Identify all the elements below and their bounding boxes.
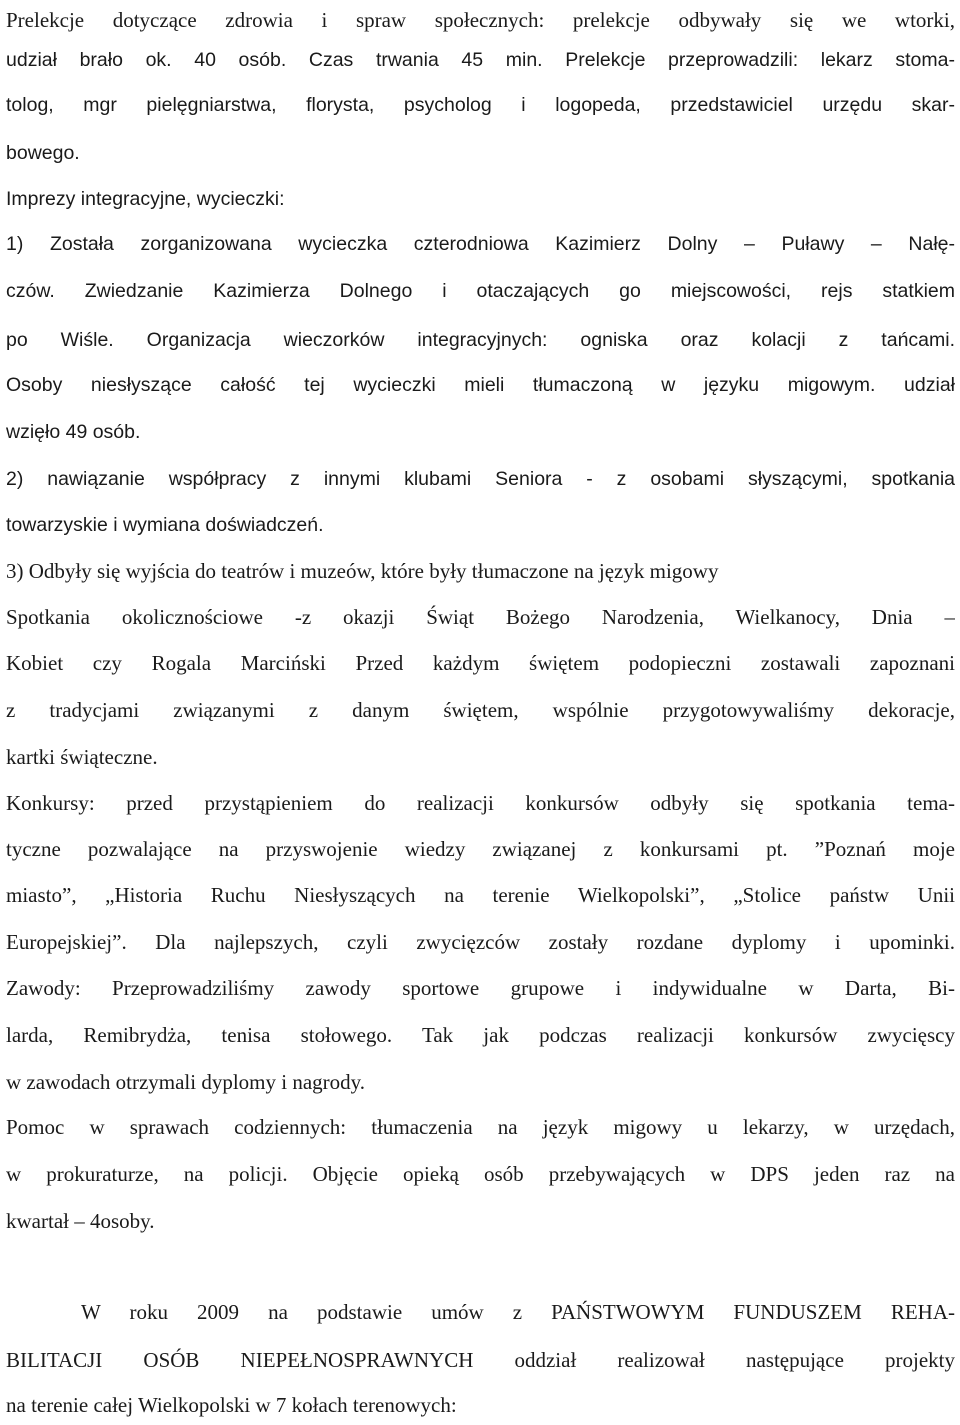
text-line: Spotkania okolicznościowe -z okazji Świąt Bożego Narodzenia, Wielkanocy, Dnia – — [6, 605, 955, 629]
text-line: z tradycjami związanymi z danym świętem, wspólnie przygotowywaliśmy dekoracje, — [6, 698, 955, 722]
text-line: Konkursy: przed przystąpieniem do realizacji konkursów odbyły się spotkania tema- — [6, 791, 955, 815]
text-line: czów. Zwiedzanie Kazimierza Dolnego i otaczających go miejscowości, rejs statkiem — [6, 280, 955, 302]
text-line: wzięło 49 osób. — [6, 421, 141, 443]
text-line: tolog, mgr pielęgniarstwa, florysta, psycholog i logopeda, przedstawiciel urzędu skar- — [6, 94, 955, 116]
section-heading: Imprezy integracyjne, wycieczki: — [6, 188, 285, 210]
text-line: Europejskiej”. Dla najlepszych, czyli zwycięzców zostały rozdane dyplomy i upominki. — [6, 930, 955, 954]
text-line: kwartał – 4osoby. — [6, 1209, 155, 1233]
text-line: na terenie całej Wielkopolski w 7 kołach terenowych: — [6, 1393, 457, 1417]
text-line: kartki świąteczne. — [6, 745, 158, 769]
text-line: miasto”, „Historia Ruchu Niesłyszących na terenie Wielkopolski”, „Stolice państw Unii — [6, 883, 955, 907]
text-line: 1) Została zorganizowana wycieczka czterodniowa Kazimierz Dolny – Puławy – Nałę- — [6, 233, 955, 255]
text-line: Prelekcje dotyczące zdrowia i spraw społecznych: prelekcje odbywały się we wtorki, — [6, 8, 955, 32]
text-line: bowego. — [6, 142, 80, 164]
text-line: tyczne pozwalające na przyswojenie wiedzy związanej z konkursami pt. ”Poznań moje — [6, 837, 955, 861]
text-line: po Wiśle. Organizacja wieczorków integracyjnych: ogniska oraz kolacji z tańcami. — [6, 329, 955, 351]
text-line: Pomoc w sprawach codziennych: tłumaczenia na język migowy u lekarzy, w urzędach, — [6, 1115, 955, 1139]
text-line: Kobiet czy Rogala Marciński Przed każdym świętem podopieczni zostawali zapoznani — [6, 651, 955, 675]
text-line: w prokuraturze, na policji. Objęcie opieką osób przebywających w DPS jeden raz na — [6, 1162, 955, 1186]
text-line: w zawodach otrzymali dyplomy i nagrody. — [6, 1070, 366, 1094]
text-line: W roku 2009 na podstawie umów z PAŃSTWOWYM FUNDUSZEM REHA- — [81, 1300, 955, 1324]
text-line: udział brało ok. 40 osób. Czas trwania 45 min. Prelekcje przeprowadzili: lekarz stoma- — [6, 49, 955, 71]
text-line: larda, Remibrydża, tenisa stołowego. Tak jak podczas realizacji konkursów zwycięscy — [6, 1023, 955, 1047]
text-line: Osoby niesłyszące całość tej wycieczki mieli tłumaczoną w języku migowym. udział — [6, 374, 955, 396]
text-line: 2) nawiązanie współpracy z innymi klubami Seniora - z osobami słyszącymi, spotkania — [6, 468, 955, 490]
text-line: BILITACJI OSÓB NIEPEŁNOSPRAWNYCH oddział realizował następujące projekty — [6, 1348, 955, 1372]
text-line: Zawody: Przeprowadziliśmy zawody sportowe grupowe i indywidualne w Darta, Bi- — [6, 976, 955, 1000]
text-line: towarzyskie i wymiana doświadczeń. — [6, 514, 324, 536]
text-line: 3) Odbyły się wyjścia do teatrów i muzeów, które były tłumaczone na język migowy — [6, 559, 719, 583]
